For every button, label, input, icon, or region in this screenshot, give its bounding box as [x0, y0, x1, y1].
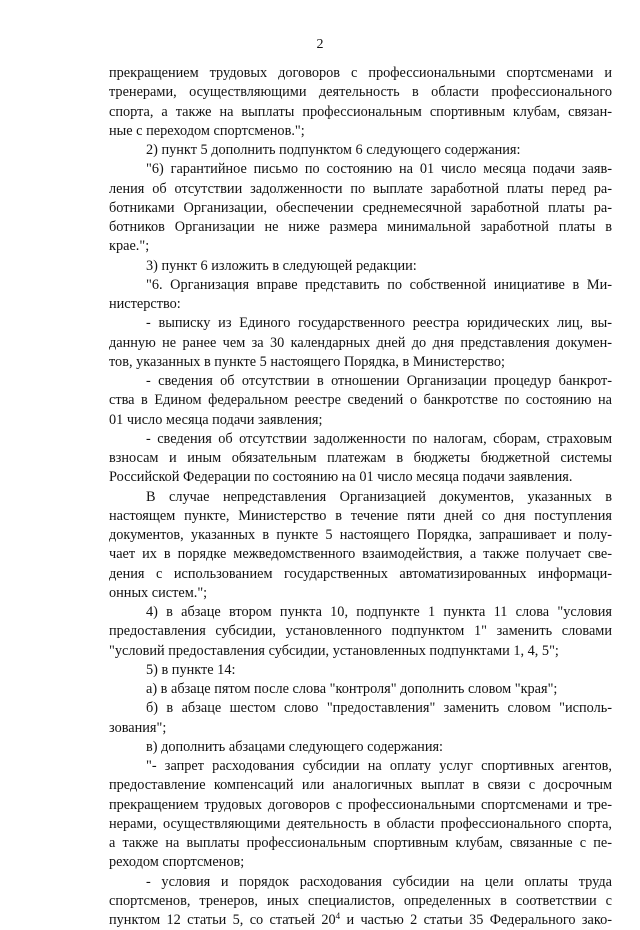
text-line: - сведения об отсутствии в отношении Организации процедур банкрот-: [146, 373, 612, 389]
text-line: ные с переходом спортсменов.";: [109, 122, 305, 139]
text-line: ботниками Организации, обеспечении среднемесячной заработной платы ра-: [109, 199, 612, 216]
page-number: 2: [316, 37, 324, 52]
text-line: "6) гарантийное письмо по состоянию на 01 число месяца подачи заяв-: [146, 161, 612, 178]
text-line: 01 число месяца подачи заявления;: [109, 411, 323, 428]
text-line: прекращением трудовых договоров с профессиональными спортсменами и: [109, 65, 612, 81]
text-line: ботников Организации не ниже размера минимальной заработной платы в: [109, 219, 612, 235]
text-line: дения с использованием государственных автоматизированных информаци-: [109, 565, 612, 582]
text-line: предоставление компенсаций или аналогичных выплат в связи с досрочным: [109, 777, 612, 794]
text-line: 4) в абзаце втором пункта 10, подпункте 1 пункта 11 слова "условия: [146, 604, 612, 620]
text-line: - выписку из Единого государственного реестра юридических лиц, вы-: [146, 315, 612, 332]
text-line: ления об отсутствии задолженности по выплате заработной платы перед ра-: [109, 180, 612, 197]
text-line: 3) пункт 6 изложить в следующей редакции:: [146, 257, 417, 274]
text-line: Российской Федерации по состоянию на 01 число месяца подачи заявления.: [109, 469, 573, 486]
text-line: тренерами, осуществляющими деятельность в области профессионального: [109, 84, 612, 101]
text-line: спорта, а также на выплаты профессиональным спортивным клубам, связан-: [109, 103, 612, 120]
document-body: [109, 64, 612, 930]
text-line: а) в абзаце пятом после слова "контроля" дополнить словом "края";: [146, 681, 558, 697]
text-line: "условий предоставления субсидии, установленных подпунктами 1, 4, 5";: [109, 642, 559, 659]
text-fragment: пунктом 12 статьи 5, со статьей 20: [109, 912, 336, 928]
text-line: "- запрет расходования субсидии на оплату услуг спортивных агентов,: [146, 758, 612, 774]
text-line: настоящем пункте, Министерство в течение пяти дней со дня поступления: [109, 507, 612, 524]
text-line: чает их в порядке межведомственного взаимодействия, а также получает све-: [109, 546, 612, 563]
text-line: 5) в пункте 14:: [146, 661, 236, 678]
text-line-final: [109, 911, 612, 930]
text-line: - условия и порядок расходования субсидии на цели оплаты труда: [146, 873, 612, 890]
text-line: онных систем.";: [109, 584, 208, 601]
text-line: "6. Организация вправе представить по собственной инициативе в Ми-: [146, 276, 612, 293]
text-line: взносам и иным обязательным платежам в бюджеты бюджетной системы: [109, 450, 612, 466]
superscript: 4: [335, 911, 341, 921]
text-line: нерами, осуществляющими деятельность в области профессионального спорта,: [109, 815, 612, 832]
text-line: документов, указанных в пункте 5 настоящего Порядка, запрашивает и полу-: [109, 527, 612, 543]
text-line: предоставления субсидии, установленного подпунктом 1" заменить словами: [109, 623, 612, 640]
text-line: а также на выплаты профессиональным спортивным клубам, связанные с пе-: [109, 835, 612, 851]
text-line: в) дополнить абзацами следующего содержания:: [146, 738, 444, 755]
text-line: 2) пункт 5 дополнить подпунктом 6 следующего содержания:: [146, 142, 521, 158]
text-line: прекращением трудовых договоров с профессиональными спортсменами и тре-: [109, 796, 612, 813]
text-line: реходом спортсменов;: [109, 854, 245, 871]
text-fragment: и частью 2 статьи 35 Федерального зако-: [340, 912, 612, 928]
text-line: б) в абзаце шестом слово "предоставления" заменить словом "исполь-: [146, 700, 612, 717]
text-line: ства в Едином федеральном реестре сведений о банкротстве по состоянию на: [109, 392, 612, 409]
text-line: нистерство:: [109, 296, 181, 312]
text-line: зования";: [109, 719, 167, 736]
text-line: В случае непредставления Организацией документов, указанных в: [146, 488, 612, 505]
text-line: - сведения об отсутствии задолженности по налогам, сборам, страховым: [146, 430, 612, 447]
text-line: спортсменов, тренеров, иных специалистов, определенных в соответствии с: [109, 892, 612, 909]
text-line: данную не ранее чем за 30 календарных дней до дня представления докумен-: [109, 334, 612, 351]
text-line: тов, указанных в пункте 5 настоящего Порядка, в Министерство;: [109, 353, 505, 370]
text-line: крае.";: [109, 238, 150, 255]
